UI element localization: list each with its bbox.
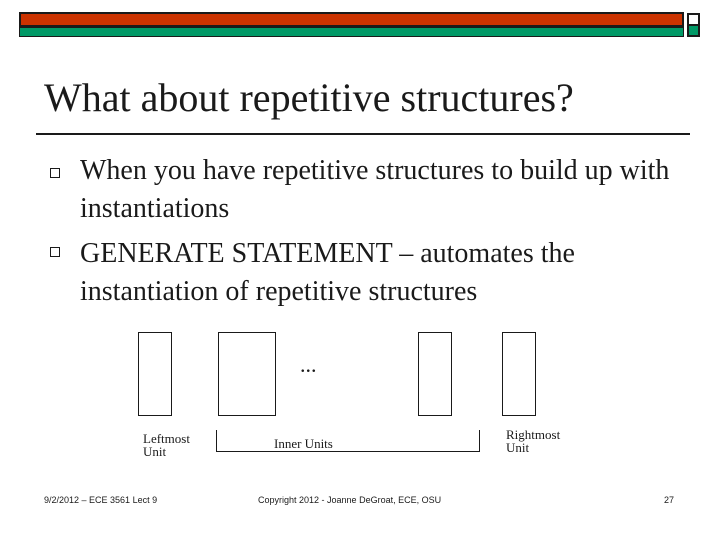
green-accent-bar <box>19 27 684 37</box>
unit-box-inner <box>418 332 452 416</box>
bullet-text: GENERATE STATEMENT – automates the instantiation of repetitive structures <box>80 238 575 307</box>
slide-title: What about repetitive structures? <box>44 75 574 120</box>
leftmost-unit-label: Leftmost Unit <box>143 431 190 459</box>
rightmost-unit-label: Rightmost Unit <box>506 427 561 455</box>
title-underline <box>36 133 690 135</box>
corner-square-green <box>687 24 700 37</box>
unit-box-leftmost <box>138 332 172 416</box>
top-accent-bar <box>19 12 684 27</box>
footer-copyright: Copyright 2012 - Joanne DeGroat, ECE, OSU <box>258 495 442 505</box>
footer-date-lecture: 9/2/2012 – ECE 3561 Lect 9 <box>44 495 158 505</box>
page-number: 27 <box>664 495 675 505</box>
inner-units-bracket <box>216 430 480 452</box>
ellipsis-dots: ... <box>300 352 317 377</box>
bullet-text: When you have repetitive structures to build up with instantiations <box>80 155 670 224</box>
unit-box-inner <box>218 332 276 416</box>
bullet-square-icon <box>50 168 60 178</box>
bullet-square-icon <box>50 247 60 257</box>
unit-box-rightmost <box>502 332 536 416</box>
inner-units-label: Inner Units <box>274 436 333 451</box>
